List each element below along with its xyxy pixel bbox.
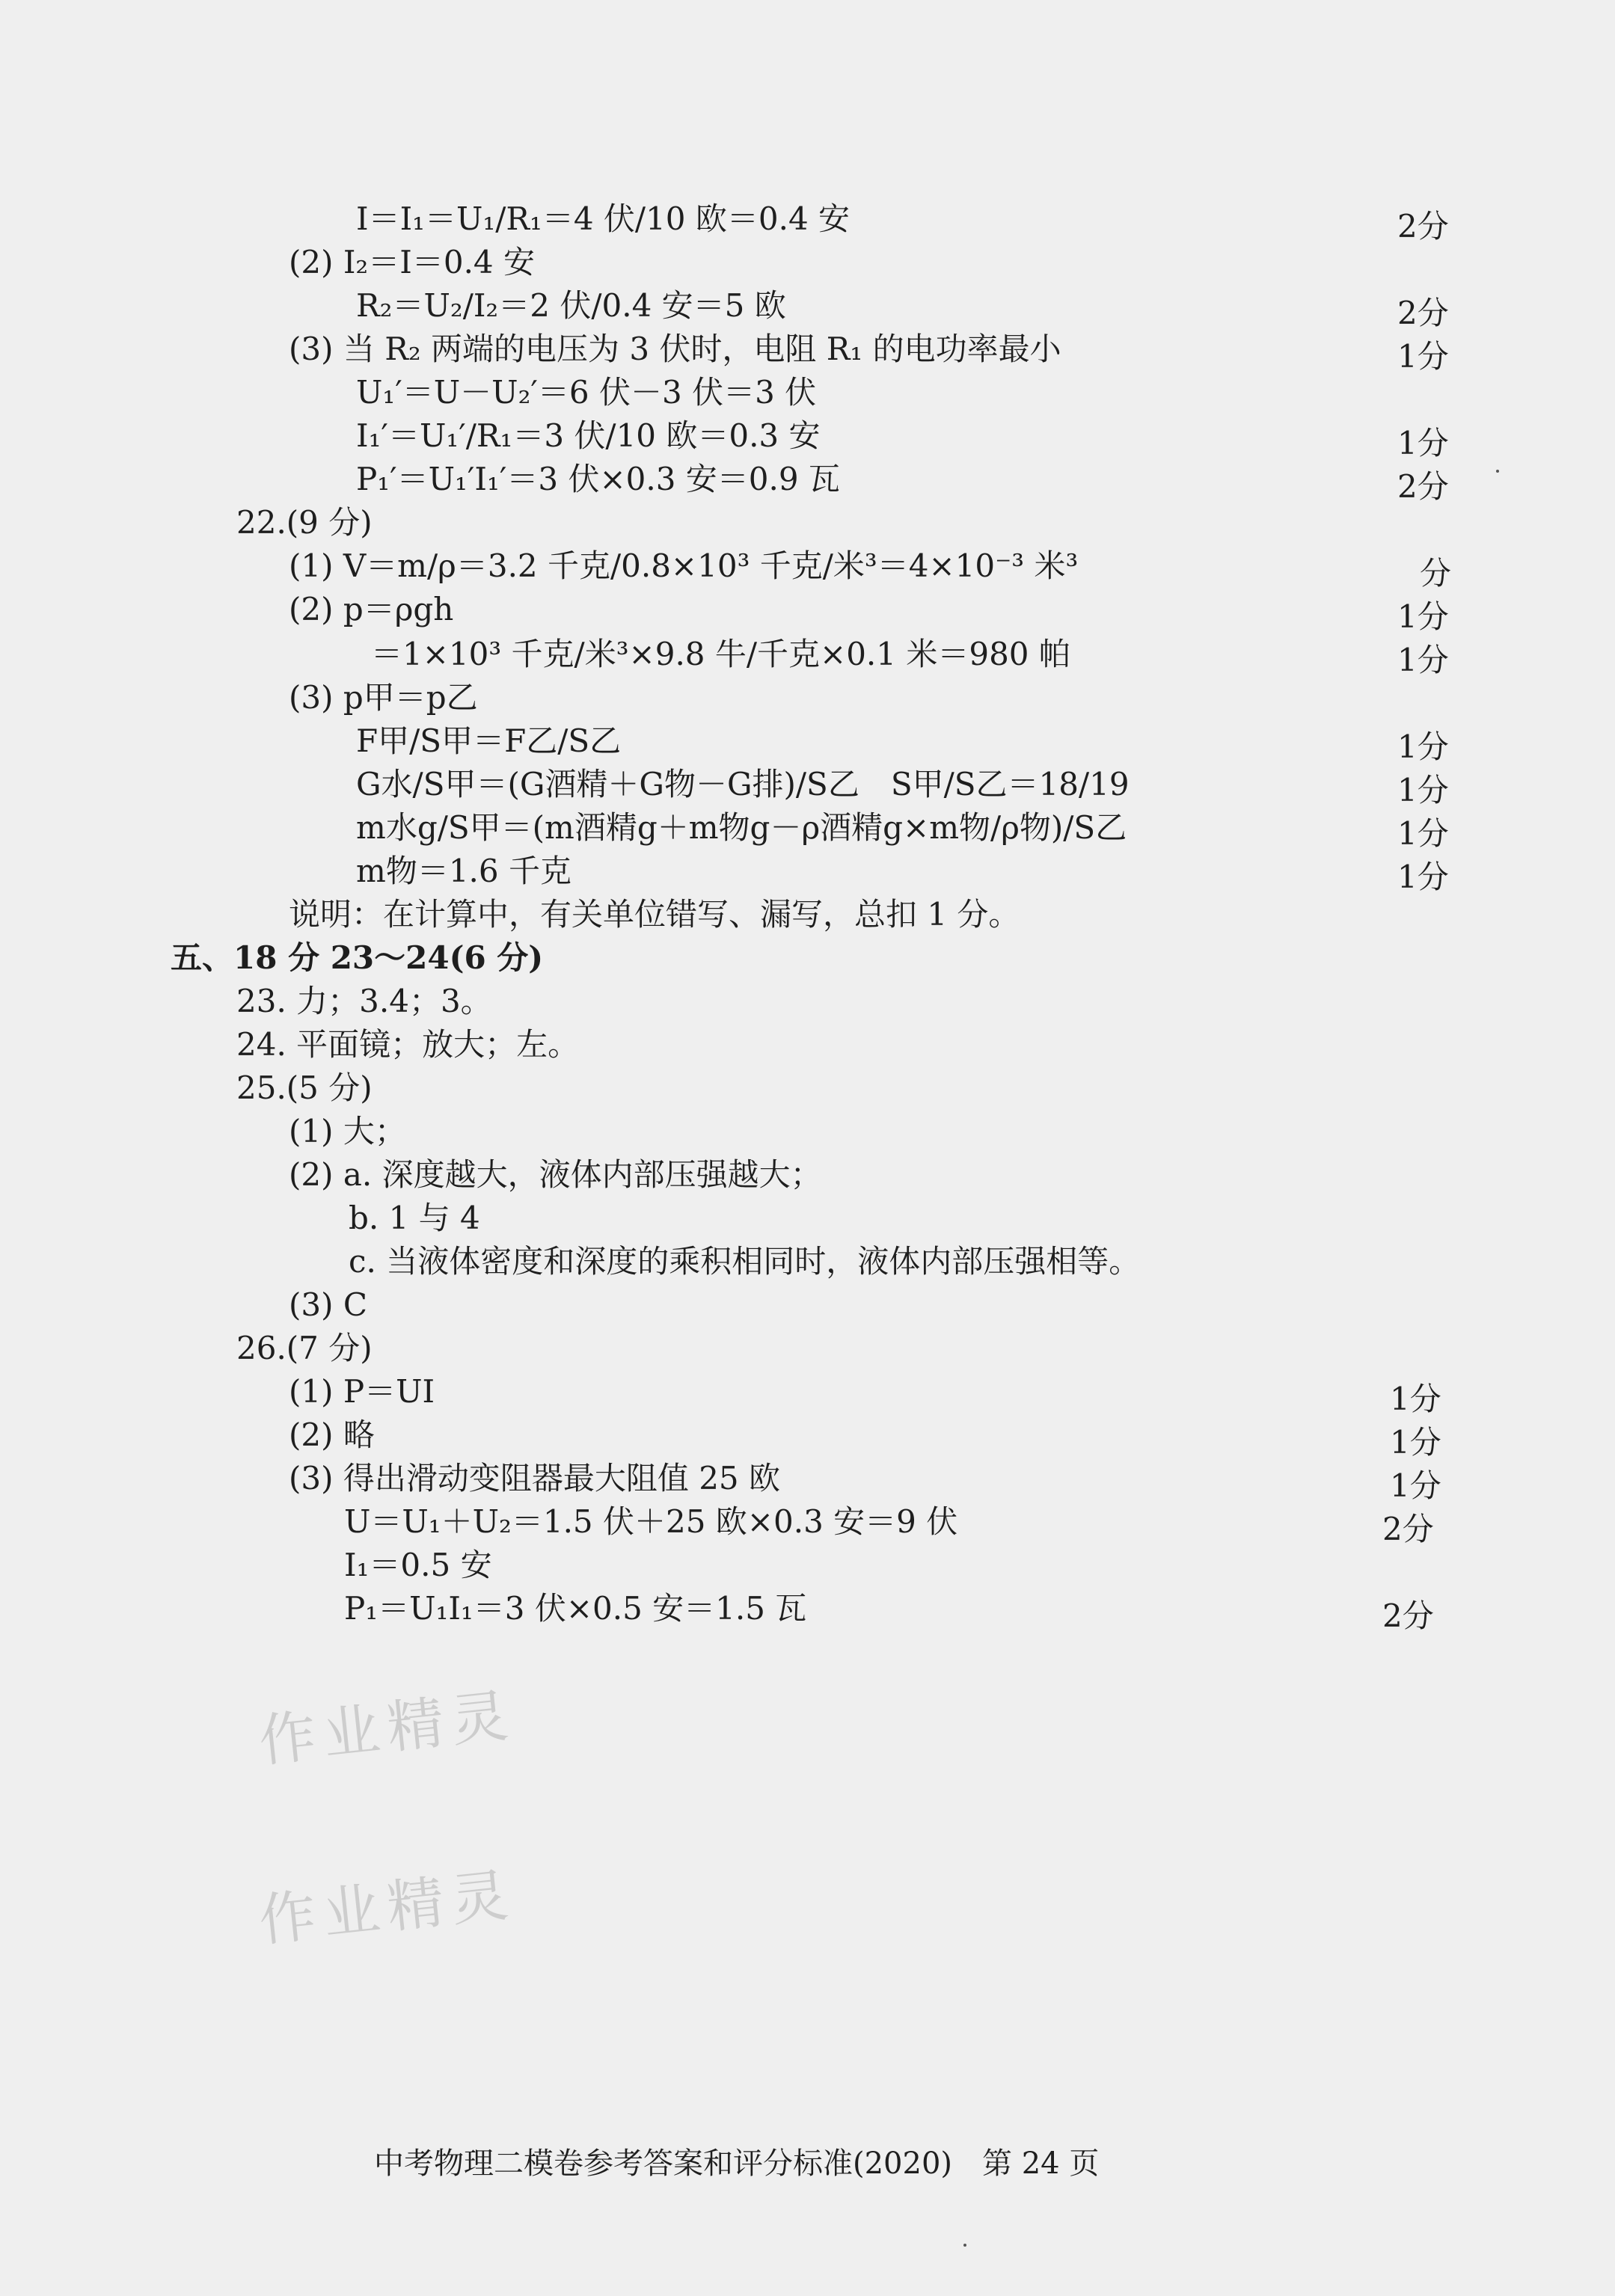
score-label: 1分 (1390, 1381, 1441, 1417)
section-heading: 五、18 分 23～24(6 分) (171, 939, 544, 976)
page-footer: 中考物理二模卷参考答案和评分标准(2020) 第 24 页 (374, 2146, 1100, 2181)
answer-line: (3) p甲＝p乙 (289, 679, 478, 716)
question-heading: 25.(5 分) (236, 1069, 373, 1106)
question-heading: 26.(7 分) (236, 1330, 373, 1366)
answer-line: U＝U₁＋U₂＝1.5 伏＋25 欧×0.3 安＝9 伏 (344, 1503, 958, 1540)
score-label: 1分 (1397, 642, 1449, 678)
score-label: 1分 (1390, 1424, 1441, 1461)
answer-line: P₁′＝U₁′I₁′＝3 伏×0.3 安＝0.9 瓦 (356, 461, 840, 497)
scan-speck (1496, 470, 1499, 473)
answer-line: (3) 当 R₂ 两端的电压为 3 伏时，电阻 R₁ 的电功率最小 (289, 331, 1061, 367)
answer-line: c. 当液体密度和深度的乘积相同时，液体内部压强相等。 (349, 1243, 1141, 1280)
score-label: 1分 (1397, 728, 1449, 765)
score-label: 1分 (1397, 772, 1449, 808)
answer-line: G水/S甲＝(G酒精＋G物－G排)/S乙 S甲/S乙＝18/19 (356, 766, 1130, 802)
answer-line: m水g/S甲＝(m酒精g＋m物g－ρ酒精g×m物/ρ物)/S乙 (356, 809, 1127, 846)
score-label: 1分 (1390, 1467, 1441, 1504)
score-label: 1分 (1397, 338, 1449, 375)
note-line: 说明：在计算中，有关单位错写、漏写，总扣 1 分。 (289, 896, 1020, 933)
answer-line: ＝1×10³ 千克/米³×9.8 牛/千克×0.1 米＝980 帕 (371, 636, 1070, 672)
answer-line: (3) C (289, 1286, 367, 1323)
answer-line: (2) I₂＝I＝0.4 安 (289, 244, 536, 280)
answer-line: (1) 大； (289, 1113, 406, 1149)
scan-speck (963, 2244, 966, 2247)
answer-line: 23. 力；3.4；3。 (236, 983, 492, 1019)
score-label: 2分 (1382, 1511, 1434, 1547)
score-label: 2分 (1382, 1597, 1434, 1634)
answer-line: 24. 平面镜；放大；左。 (236, 1026, 580, 1063)
answer-line: (1) P＝UI (289, 1373, 435, 1410)
answer-line: U₁′＝U－U₂′＝6 伏－3 伏＝3 伏 (356, 374, 817, 411)
answer-line: I₁＝0.5 安 (344, 1547, 492, 1583)
answer-line: F甲/S甲＝F乙/S乙 (356, 722, 622, 759)
answer-line: (1) V＝m/ρ＝3.2 千克/0.8×10³ 千克/米³＝4×10⁻³ 米³ (289, 547, 1079, 584)
answer-line: (2) 略 (289, 1416, 375, 1453)
answer-line: I＝I₁＝U₁/R₁＝4 伏/10 欧＝0.4 安 (356, 200, 851, 237)
score-label: 2分 (1397, 295, 1449, 331)
score-label: 1分 (1397, 859, 1449, 895)
score-label: 1分 (1397, 815, 1449, 852)
answer-line: (3) 得出滑动变阻器最大阻值 25 欧 (289, 1460, 780, 1497)
answer-line: (2) p＝ρgh (289, 591, 454, 627)
score-label: 2分 (1397, 208, 1449, 245)
answer-line: R₂＝U₂/I₂＝2 伏/0.4 安＝5 欧 (356, 287, 786, 324)
score-label: 分 (1420, 555, 1452, 592)
score-label: 2分 (1397, 468, 1449, 505)
watermark: 作业精灵 (255, 1861, 519, 1954)
answer-line: (2) a. 深度越大，液体内部压强越大； (289, 1156, 822, 1193)
answer-line: I₁′＝U₁′/R₁＝3 伏/10 欧＝0.3 安 (356, 417, 821, 454)
question-heading: 22.(9 分) (236, 504, 373, 541)
score-label: 1分 (1397, 598, 1449, 635)
watermark: 作业精灵 (255, 1681, 519, 1775)
score-label: 1分 (1397, 425, 1449, 461)
answer-line: m物＝1.6 千克 (356, 853, 571, 889)
answer-line: b. 1 与 4 (349, 1200, 480, 1236)
answer-line: P₁＝U₁I₁＝3 伏×0.5 安＝1.5 瓦 (344, 1590, 807, 1627)
